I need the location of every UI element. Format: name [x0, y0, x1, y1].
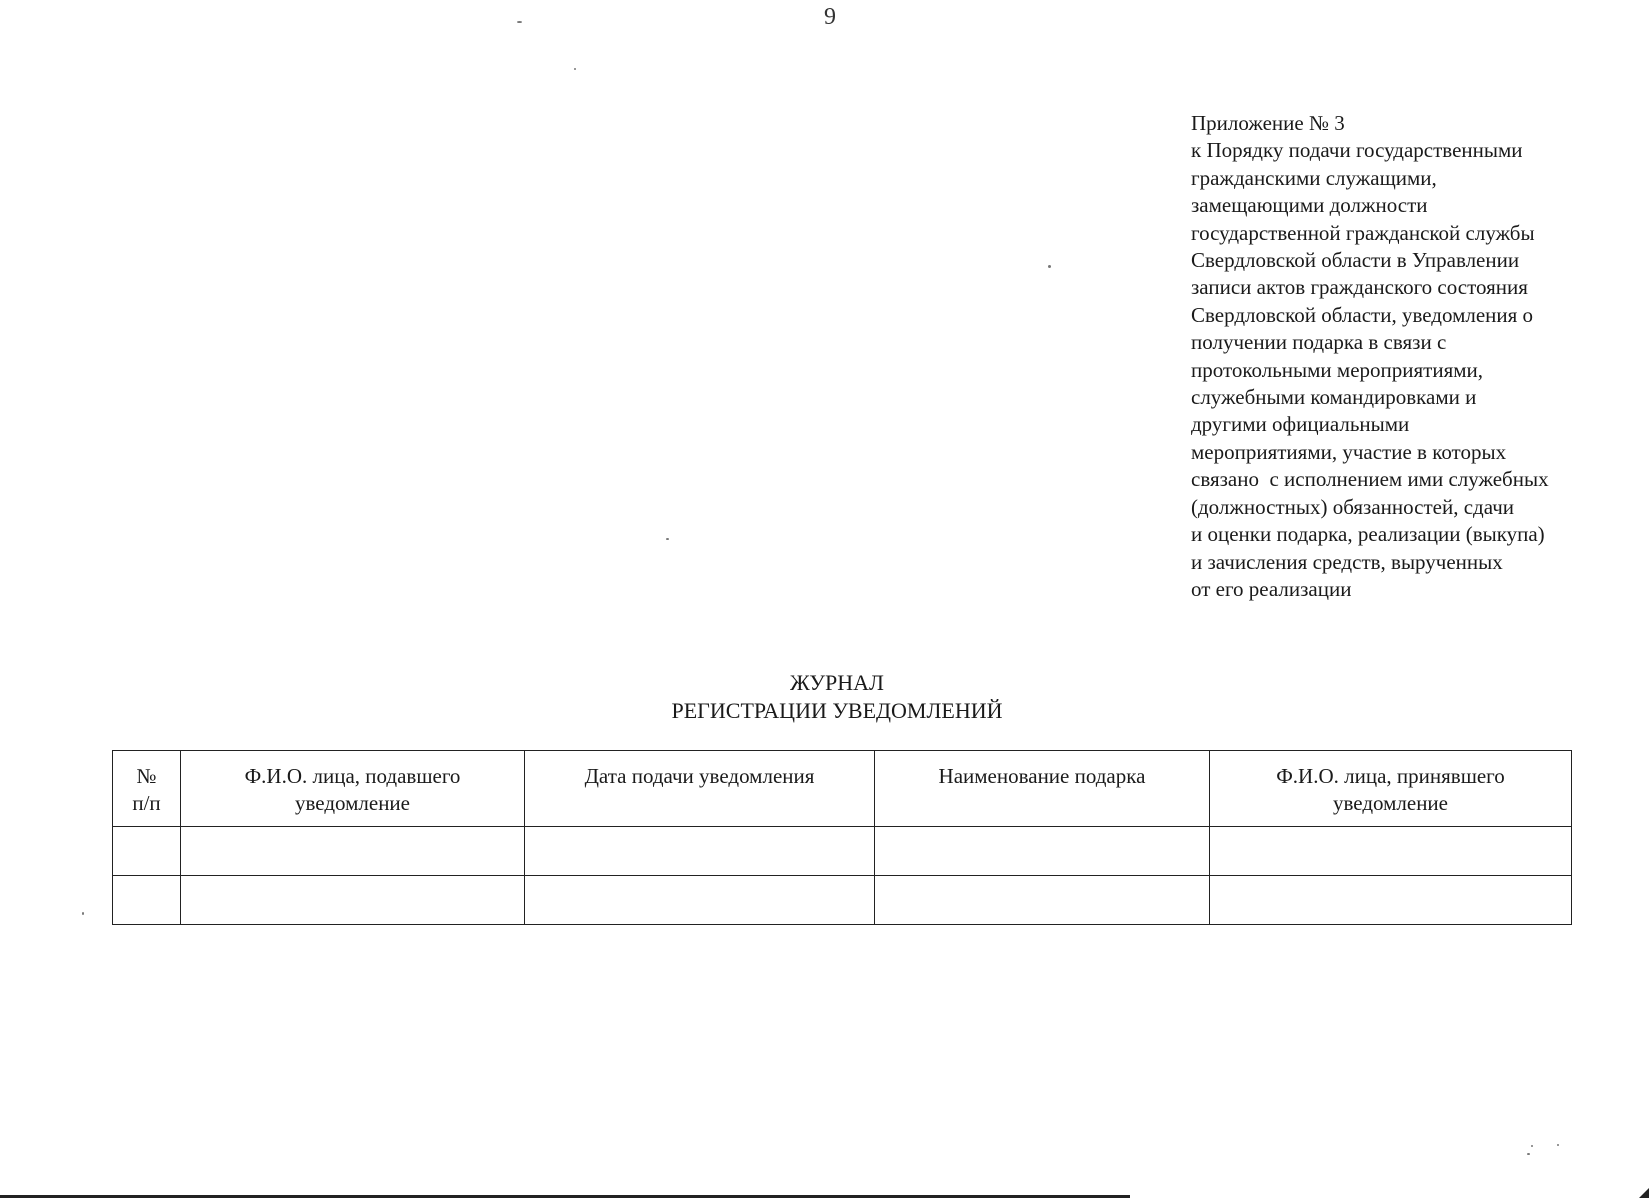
appendix-line: связано с исполнением ими служебных	[1191, 467, 1549, 492]
header-text: уведомление	[294, 791, 410, 815]
table-cell	[113, 876, 181, 925]
scan-speck	[666, 538, 669, 540]
appendix-line: замещающими должности	[1191, 193, 1428, 218]
header-text: Ф.И.О. лица, принявшего	[1276, 764, 1505, 788]
appendix-line: к Порядку подачи государственными	[1191, 138, 1523, 163]
table-cell	[1210, 827, 1572, 876]
table-row	[113, 876, 1572, 925]
appendix-line: Свердловской области, уведомления о	[1191, 302, 1534, 327]
scan-speck	[1527, 1153, 1530, 1155]
scan-speck	[82, 912, 84, 915]
header-text: Дата подачи уведомления	[584, 764, 815, 788]
appendix-line: и зачисления средств, вырученных	[1191, 549, 1503, 574]
scan-corner-mark	[1639, 1188, 1649, 1198]
table-row	[113, 827, 1572, 876]
appendix-line: Свердловской области в Управлении	[1191, 248, 1520, 273]
column-header-submission-date	[525, 751, 875, 827]
appendix-line: гражданскими служащими,	[1191, 165, 1437, 190]
journal-title-line2: РЕГИСТРАЦИИ УВЕДОМЛЕНИЙ	[671, 698, 1003, 723]
journal-title-line1: ЖУРНАЛ	[790, 670, 884, 695]
appendix-line: получении подарка в связи с	[1191, 330, 1447, 355]
header-text: Ф.И.О. лица, подавшего	[244, 764, 461, 788]
appendix-line: (должностных) обязанностей, сдачи	[1191, 494, 1515, 519]
header-text: Наименование подарка	[938, 764, 1146, 788]
table-header-row	[113, 751, 1572, 827]
column-header-gift-name	[875, 751, 1210, 827]
column-header-submitter-name	[181, 751, 525, 827]
table-cell	[181, 876, 525, 925]
header-text: уведомление	[1332, 791, 1448, 815]
appendix-line: и оценки подарка, реализации (выкупа)	[1191, 522, 1545, 547]
scan-speck	[1048, 265, 1051, 268]
appendix-line: служебными командировками и	[1191, 385, 1477, 410]
table-cell	[113, 827, 181, 876]
table-cell	[525, 827, 875, 876]
scan-speck	[1531, 1145, 1533, 1147]
appendix-line: государственной гражданской службы	[1191, 220, 1535, 245]
appendix-line: записи актов гражданского состояния	[1191, 275, 1528, 300]
page-number: 9	[824, 4, 836, 30]
appendix-line: другими официальными	[1191, 412, 1410, 437]
appendix-line: протокольными мероприятиями,	[1191, 357, 1484, 382]
column-header-number	[113, 751, 181, 827]
appendix-note	[1191, 110, 1631, 603]
registration-table	[112, 750, 1572, 925]
header-text: п/п	[132, 791, 161, 815]
table-cell	[875, 876, 1210, 925]
header-text: №	[136, 764, 157, 788]
scan-speck	[574, 68, 576, 70]
appendix-line: от его реализации	[1191, 576, 1352, 601]
column-header-receiver-name	[1210, 751, 1572, 827]
scan-speck	[1557, 1144, 1559, 1146]
table-cell	[525, 876, 875, 925]
table-cell	[1210, 876, 1572, 925]
table-cell	[875, 827, 1210, 876]
scan-edge-line	[0, 1195, 1130, 1198]
appendix-line: Приложение № 3	[1191, 111, 1345, 135]
journal-title	[0, 669, 1649, 725]
table-cell	[181, 827, 525, 876]
scan-speck	[517, 21, 522, 23]
appendix-line: мероприятиями, участие в которых	[1191, 439, 1507, 464]
